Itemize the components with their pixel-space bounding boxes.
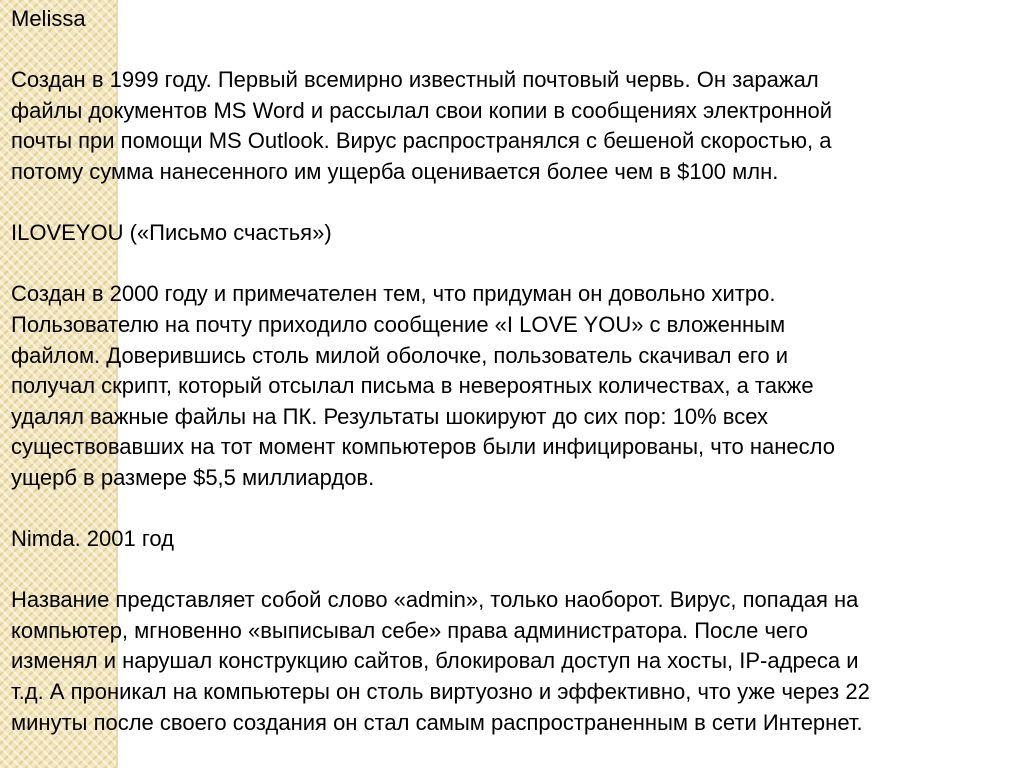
text-line: минуты после своего создания он стал самым распространенным в сети Интернет. — [11, 709, 863, 735]
text-line: Название представляет собой слово «admin», только наоборот. Вирус, попадая на — [11, 587, 859, 613]
text-line: изменял и нарушал конструкцию сайтов, блокировал доступ на хосты, IP-адреса и — [11, 648, 859, 674]
text-line: Создан в 1999 году. Первый всемирно известный почтовый червь. Он заражал — [11, 67, 819, 93]
text-line: ущерб в размере $5,5 миллиардов. — [11, 464, 375, 490]
slide-text-body — [11, 4, 1016, 738]
text-line: получал скрипт, который отсылал письма в невероятных количествах, а также — [11, 373, 814, 399]
text-line: удалял важные файлы на ПК. Результаты шокируют до сих пор: 10% всех — [11, 403, 768, 429]
section-heading-iloveyou: ILOVEYOU («Письмо счастья») — [11, 220, 332, 246]
paragraph-gap — [11, 555, 1016, 586]
text-line: почты при помощи MS Outlook. Вирус распространялся с бешеной скоростью, а — [11, 128, 832, 154]
text-line: существовавших на тот момент компьютеров были инфицированы, что нанесло — [11, 434, 835, 460]
text-line: Пользователю на почту приходило сообщение «I LOVE YOU» с вложенным — [11, 311, 786, 337]
text-line: т.д. А проникал на компьютеры он столь виртуозно и эффективно, что уже через 22 — [11, 679, 870, 705]
text-line: файлы документов MS Word и рассылал свои копии в сообщениях электронной — [11, 97, 833, 123]
text-line: файлом. Доверившись столь милой оболочке, пользователь скачивал его и — [11, 342, 789, 368]
section-heading-melissa: Melissa — [11, 6, 86, 31]
paragraph-gap — [11, 494, 1016, 525]
paragraph-gap — [11, 188, 1016, 219]
paragraph-gap — [11, 249, 1016, 280]
paragraph-gap — [11, 35, 1016, 66]
text-line: компьютер, мгновенно «выписывал себе» права администратора. После чего — [11, 617, 808, 643]
text-line: потому сумма нанесенного им ущерба оценивается более чем в $100 млн. — [11, 158, 779, 184]
section-heading-nimda: Nimda. 2001 год — [11, 526, 174, 552]
text-line: Создан в 2000 году и примечателен тем, что придуман он довольно хитро. — [11, 281, 776, 307]
